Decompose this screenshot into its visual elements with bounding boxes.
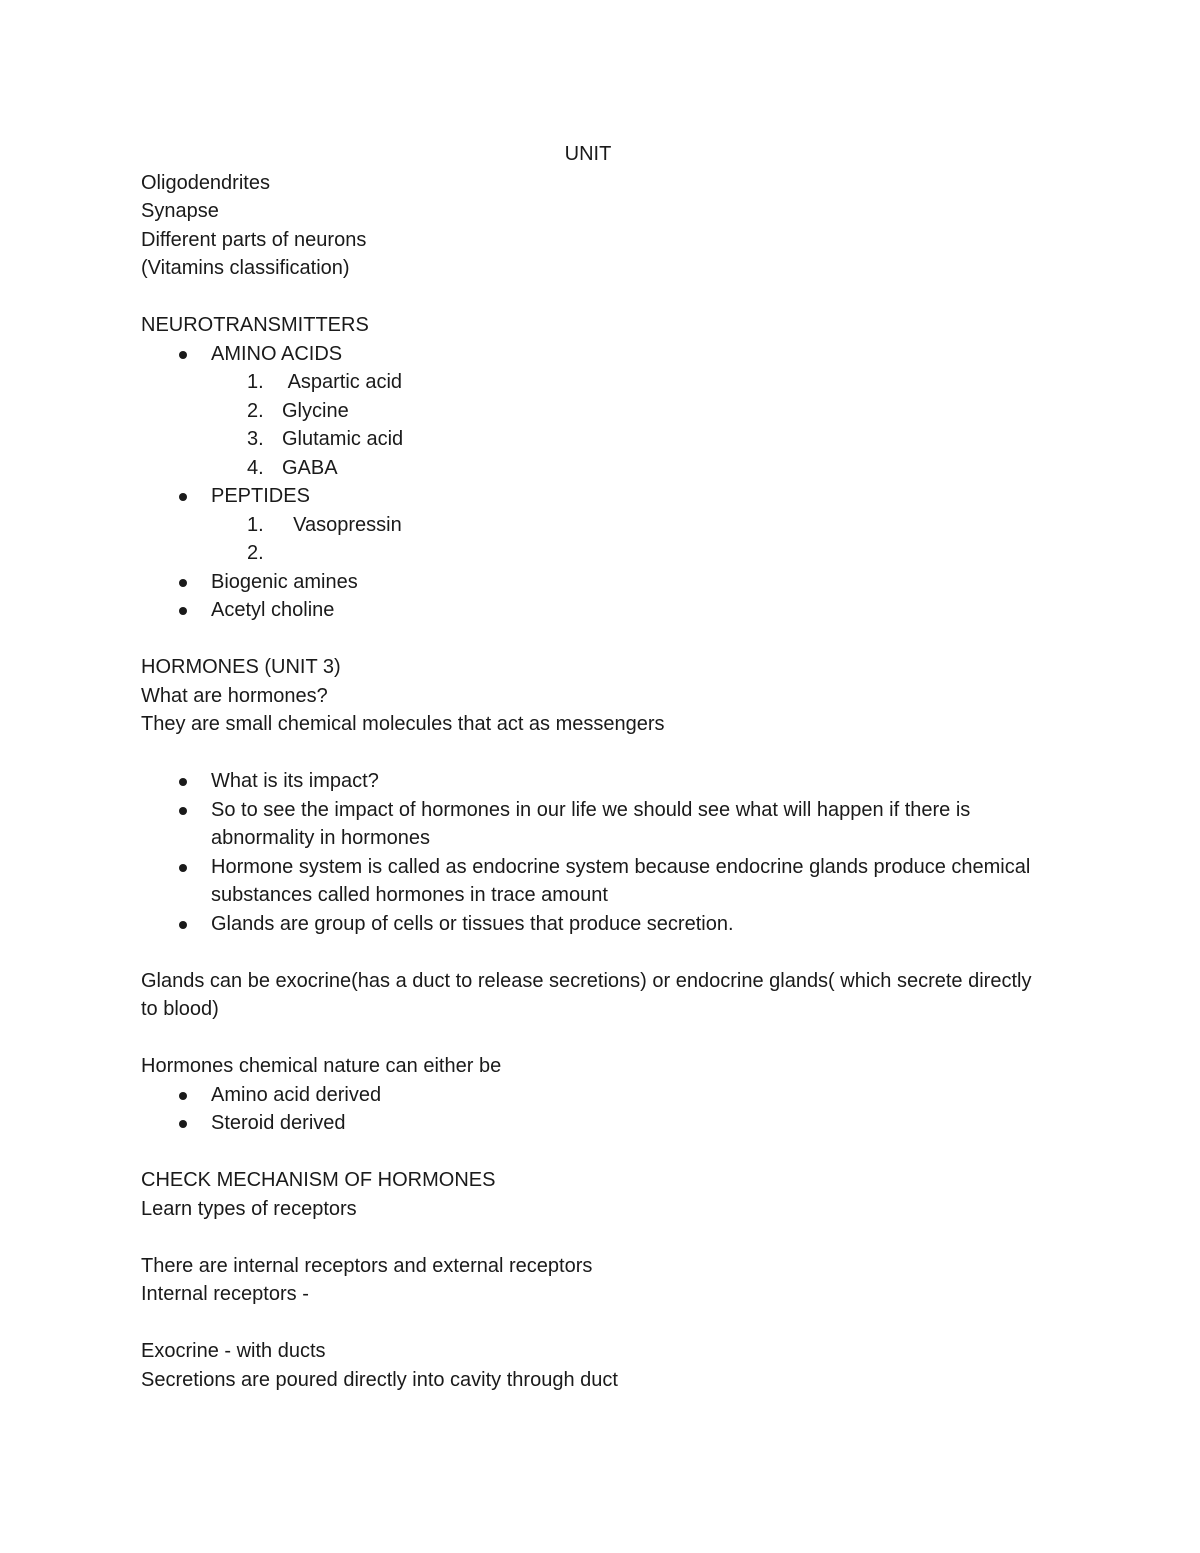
- item-number: 1.: [247, 371, 264, 393]
- item-text: Aspartic acid: [282, 371, 403, 393]
- intro-line: (Vitamins classification): [141, 257, 350, 279]
- item-number: 2.: [247, 399, 264, 422]
- neurotransmitter-list: [141, 482, 1051, 511]
- peptide-list: [141, 511, 1051, 568]
- bullet-item: [141, 853, 1051, 910]
- chemical-nature-line: Hormones chemical nature can either be: [141, 1055, 502, 1077]
- blank-line: [141, 739, 1051, 768]
- document-body: [141, 140, 1051, 1394]
- doc-title: UNIT: [564, 143, 612, 165]
- bullet-icon: [179, 1092, 187, 1100]
- bullet-item: [141, 1081, 1051, 1110]
- intro-line: Different parts of neurons: [141, 228, 367, 251]
- bullet-icon: [179, 1120, 187, 1128]
- secretions-line: Secretions are poured directly into cavity through duct: [141, 1368, 618, 1391]
- chemical-nature-list: [141, 1081, 1051, 1138]
- blank-line: [141, 625, 1051, 654]
- bullet-item: [141, 568, 1051, 597]
- bullet-item: [141, 1109, 1051, 1138]
- item-number: 2.: [247, 542, 264, 564]
- blank-line: [141, 1309, 1051, 1338]
- numbered-item: [141, 539, 1051, 568]
- blank-line: [141, 938, 1051, 967]
- bullet-item: [141, 796, 1051, 853]
- glands-paragraph: Glands can be exocrine(has a duct to release secretions) or endocrine glands( which secrete directly to blood): [141, 969, 1038, 1020]
- item-number: 4.: [247, 456, 264, 479]
- bullet-icon: [179, 607, 187, 615]
- blank-line: [141, 1138, 1051, 1167]
- item-text: Vasopressin: [282, 513, 402, 536]
- bullet-item: [141, 767, 1051, 796]
- check-mechanism-heading: CHECK MECHANISM OF HORMONES: [141, 1169, 496, 1191]
- bullet-icon: [179, 921, 187, 929]
- exocrine-line: Exocrine - with ducts: [141, 1340, 326, 1362]
- bullet-icon: [179, 864, 187, 872]
- bullet-icon: [179, 493, 187, 501]
- blank-line: [141, 1024, 1051, 1053]
- item-number: 3.: [247, 428, 264, 450]
- bullet-text: Hormone system is called as endocrine system because endocrine glands produce chemical substances called hormones in trace amount: [211, 855, 1031, 906]
- bullet-text: What is its impact?: [211, 770, 379, 792]
- question-line: What are hormones?: [141, 684, 328, 707]
- bullet-item: [141, 910, 1051, 939]
- intro-line: Synapse: [141, 200, 219, 222]
- receptors-line: There are internal receptors and external receptors: [141, 1254, 593, 1277]
- bullet-item: [141, 340, 1051, 369]
- bullet-text: Steroid derived: [211, 1112, 346, 1134]
- blank-line: [141, 1223, 1051, 1252]
- bullet-item: [141, 482, 1051, 511]
- numbered-item: [141, 511, 1051, 540]
- neurotransmitter-list: [141, 340, 1051, 369]
- bullet-text: Glands are group of cells or tissues that produce secretion.: [211, 912, 734, 935]
- bullet-icon: [179, 579, 187, 587]
- bullet-icon: [179, 351, 187, 359]
- bullet-text: PEPTIDES: [211, 485, 310, 507]
- amino-acid-list: [141, 368, 1051, 482]
- definition-line: They are small chemical molecules that act as messengers: [141, 713, 665, 735]
- bullet-text: Amino acid derived: [211, 1083, 382, 1106]
- bullet-text: AMINO ACIDS: [211, 342, 343, 365]
- bullet-text: Biogenic amines: [211, 570, 358, 593]
- numbered-item: [141, 454, 1051, 483]
- bullet-icon: [179, 778, 187, 786]
- numbered-item: [141, 368, 1051, 397]
- learn-types-line: Learn types of receptors: [141, 1197, 357, 1220]
- item-text: Glutamic acid: [282, 428, 404, 450]
- item-text: Glycine: [282, 399, 349, 422]
- blank-line: [141, 283, 1051, 312]
- bullet-text: Acetyl choline: [211, 599, 335, 621]
- bullet-item: [141, 596, 1051, 625]
- item-text: GABA: [282, 456, 338, 479]
- neurotransmitter-list: [141, 568, 1051, 625]
- bullet-icon: [179, 807, 187, 815]
- neurotransmitters-heading: NEUROTRANSMITTERS: [141, 314, 369, 336]
- hormone-bullet-list: [141, 767, 1051, 938]
- intro-line: Oligodendrites: [141, 171, 270, 194]
- bullet-text: So to see the impact of hormones in our life we should see what will happen if there is abnormality in hormones: [211, 798, 971, 849]
- numbered-item: [141, 397, 1051, 426]
- hormones-heading: HORMONES (UNIT 3): [141, 656, 341, 678]
- item-number: 1.: [247, 513, 264, 536]
- numbered-item: [141, 425, 1051, 454]
- internal-receptors-line: Internal receptors -: [141, 1283, 309, 1305]
